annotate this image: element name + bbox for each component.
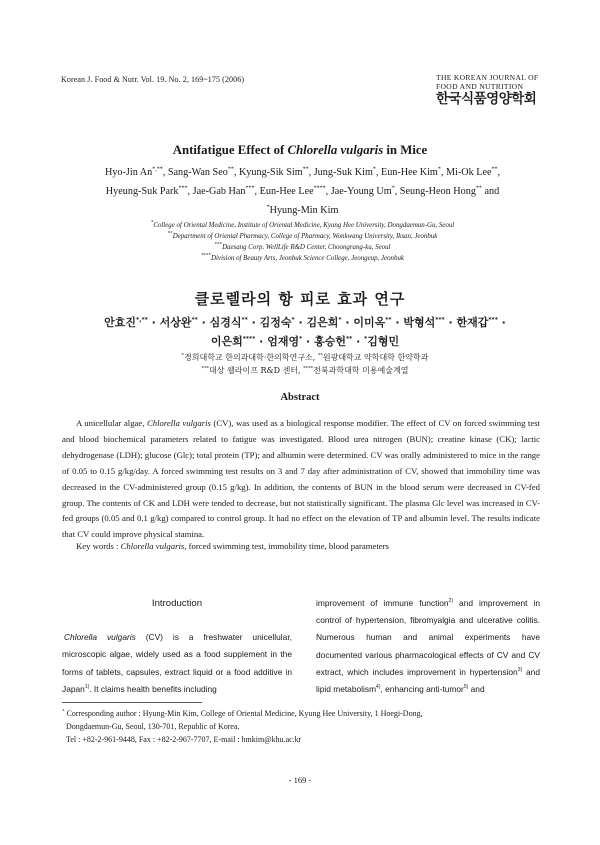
author-name: 김형민 bbox=[367, 335, 400, 348]
keywords-species: Chlorella vulgaris bbox=[120, 541, 185, 551]
author-sup: ** bbox=[385, 316, 392, 324]
citation-ref: 2) bbox=[448, 598, 454, 605]
author-sup: *** bbox=[245, 185, 255, 192]
affiliation-line bbox=[40, 242, 565, 253]
author-name: Jae-Gab Han bbox=[192, 186, 246, 197]
corresponding-author-footnote bbox=[62, 707, 552, 746]
author-sup: ** bbox=[302, 166, 309, 173]
journal-name-line2: FOOD AND NUTRITION bbox=[436, 82, 524, 91]
author-sup: *,** bbox=[136, 316, 148, 324]
footnote-line-1 bbox=[62, 707, 552, 720]
journal-masthead bbox=[436, 73, 544, 108]
intro-text: and improvement in control of hypertension, fibromyalgia and ulcerative colitis. Numerous human and animal experiments have documented various pharmacological effects of CV and CV extract, which includes improvement in hypertension bbox=[316, 598, 540, 677]
author-sup: * bbox=[372, 166, 376, 173]
affil-sup: * bbox=[181, 352, 185, 359]
author-name: Mi-Ok Lee bbox=[445, 167, 492, 178]
author-name: Sang-Wan Seo bbox=[167, 167, 228, 178]
affiliation-text: Daesang Corp. WellLife R&D Center, Choongrang-ku, Seoul bbox=[222, 244, 391, 251]
author-line-1: Hyo-Jin An*,**, Sang-Wan Seo**, Kyung-Sik Sim**, Jung-Suk Kim*, Eun-Hee Kim*, Mi-Ok Lee**, bbox=[104, 166, 501, 178]
affil-sup: **** bbox=[303, 365, 314, 372]
affil-text: 원광대학교 약학대학 한약학과 bbox=[322, 353, 429, 362]
korean-author-line-1: 안효진*,** · 서상완** · 심경식** · 김정숙* · 김은희* · 이미옥** · 박형석*** · 한재갑*** · bbox=[104, 316, 506, 329]
author-sup: * bbox=[437, 166, 441, 173]
intro-text: and lipid metabolism bbox=[316, 666, 540, 695]
affiliation-line bbox=[40, 220, 565, 231]
citation-ref: 4) bbox=[376, 684, 381, 691]
korean-author-line-2: 이은희**** · 엄재영* · 홍승헌** · *김형민 bbox=[210, 335, 400, 348]
intro-text: and bbox=[468, 684, 485, 695]
author-name: 한재갑 bbox=[456, 316, 489, 329]
footnote-line-2: Dongdaemun-Gu, Seoul, 130-701, Republic of Korea. bbox=[66, 722, 240, 731]
author-list bbox=[40, 163, 565, 220]
author-sup: *** bbox=[488, 316, 498, 324]
affiliation-line bbox=[40, 253, 565, 264]
citation-ref: 5) bbox=[463, 684, 469, 691]
affiliation-list bbox=[40, 220, 565, 264]
author-name: Jae-Young Um bbox=[330, 186, 392, 197]
affiliation-text: Division of Beauty Arts, Jeonbuk Science College, Jeongeup, Jeonbuk bbox=[211, 255, 404, 262]
author-name: 서상완 bbox=[159, 316, 192, 329]
journal-name-line1: THE KOREAN JOURNAL OF bbox=[436, 73, 539, 82]
affil-text: 전북과학대학 미용예술계열 bbox=[313, 366, 409, 375]
affil-text: 경희대학교 한의과대학·한의학연구소, bbox=[184, 353, 318, 362]
intro-text: . It claims health benefits including bbox=[89, 683, 217, 694]
keywords-label: Key words : bbox=[76, 541, 121, 551]
author-sup: * bbox=[338, 316, 342, 324]
introduction-heading: Introduction bbox=[151, 598, 203, 609]
author-name: 심경식 bbox=[209, 316, 242, 329]
title-prefix: Antifatigue Effect of bbox=[172, 143, 288, 157]
korean-affiliations bbox=[60, 351, 550, 377]
author-line-2: Hyeung-Suk Park***, Jae-Gab Han***, Eun-Hee Lee****, Jae-Young Um*, Seung-Heon Hong** and bbox=[105, 185, 500, 197]
page-number: - 169 - bbox=[288, 775, 312, 785]
author-conjunction: and bbox=[484, 186, 500, 197]
author-sup: ** bbox=[241, 316, 248, 324]
author-name: Jung-Suk Kim bbox=[313, 167, 373, 178]
author-sup: * bbox=[266, 204, 270, 211]
author-sup: * bbox=[364, 335, 368, 343]
intro-text: (CV) is a freshwater unicellular, microscopic algae, widely used as a food supplement in the forms of tablets, capsules, extract liquid or a food additive in Japan bbox=[62, 632, 292, 694]
abstract-text: (CV), was used as a biological response modifier. The effect of CV on forced swimming test and blood biochemical parameters related to fatigue was investigated. Blood urea nitrogen (BUN); creatine kinase (CK); lactic dehydrogenase (LDH); glucose (Glc); total protein (TP); and albumin were determined. CV was orally administered to mice in the range of 0.05 to 0.15 g/kg/day. A forced swimming test results on 3 and 7 day after administration of CV, showed that immobility time was decreased in the CV-administered group (0.15 g/kg). In addition, the contents of BUN in the blood serum were decreased in CV-fed group. The contents of CK and LDH were tended to decrease, but not statistically significant. The plasma Glc level was increased in CV-fed groups (0.05 and 0.1 g/kg) compared to control group. It had no effect on the elevation of TP and albumin level. The results indicate that CV could improve physical stamina. bbox=[62, 418, 540, 540]
korean-affiliation-line-2 bbox=[60, 364, 550, 377]
abstract-body bbox=[62, 416, 540, 543]
author-name: 엄재영 bbox=[267, 335, 300, 348]
intro-text: , enhancing anti-tumor bbox=[380, 684, 464, 695]
author-name: 김은희 bbox=[306, 316, 339, 329]
title-suffix: in Mice bbox=[383, 143, 428, 157]
author-sup: *** bbox=[178, 185, 188, 192]
korean-affiliation-line-1 bbox=[60, 351, 550, 364]
author-name: Kyung-Sik Sim bbox=[238, 167, 303, 178]
affiliation-sup: **** bbox=[201, 253, 212, 259]
affiliation-sup: *** bbox=[214, 242, 223, 248]
author-name: 홍승헌 bbox=[314, 335, 346, 348]
author-sup: ** bbox=[491, 166, 498, 173]
affiliation-sup: * bbox=[150, 220, 154, 226]
author-name: Seung-Heon Hong bbox=[399, 186, 476, 197]
author-sup: *,** bbox=[152, 166, 163, 173]
korean-author-list bbox=[60, 313, 550, 351]
author-sup: * bbox=[391, 185, 395, 192]
intro-species: Chlorella vulgaris bbox=[64, 632, 136, 643]
paper-title bbox=[0, 143, 600, 158]
author-sup: **** bbox=[242, 335, 256, 343]
author-name: 안효진 bbox=[104, 316, 137, 329]
author-name: 이미옥 bbox=[353, 316, 386, 329]
footnote-sup: * bbox=[62, 709, 65, 715]
left-column bbox=[62, 595, 292, 698]
footnote-line-3: Tel : +82-2-961-9448, Fax : +82-2-967-7707, E-mail : hmkim@khu.ac.kr bbox=[66, 735, 302, 744]
journal-citation: Korean J. Food & Nutr. Vol. 19. No. 2, 169~175 (2006) bbox=[61, 75, 245, 84]
author-name: 이은희 bbox=[210, 335, 243, 348]
author-sup: *** bbox=[435, 316, 445, 324]
author-line-3 bbox=[40, 201, 565, 220]
author-sup: **** bbox=[313, 185, 326, 192]
affiliation-text: Department of Oriental Pharmacy, College of Pharmacy, Wonkwang University, Iksan, Jeonbuk bbox=[172, 233, 438, 240]
keywords bbox=[76, 541, 540, 551]
citation-ref: 1) bbox=[84, 684, 90, 691]
intro-text: improvement of immune function bbox=[316, 598, 449, 608]
author-sup: ** bbox=[475, 185, 482, 192]
journal-name-korean: 한국식품영양학회 bbox=[436, 91, 537, 107]
abstract-text: A unicellular algae, bbox=[76, 418, 147, 428]
keywords-rest: , forced swimming test, immobility time, blood parameters bbox=[184, 541, 389, 551]
korean-title: 클로렐라의 항 피로 효과 연구 bbox=[194, 290, 406, 308]
affil-sup: *** bbox=[201, 365, 210, 372]
abstract-heading: Abstract bbox=[280, 392, 320, 403]
footnote-text: Corresponding author : Hyung-Min Kim, College of Oriental Medicine, Kyung Hee University, 1 Hoegi-Dong, bbox=[66, 709, 423, 718]
abstract-species: Chlorella vulgaris bbox=[146, 418, 211, 428]
author-name: 김정숙 bbox=[259, 316, 292, 329]
affiliation-sup: ** bbox=[167, 231, 173, 237]
author-sup: ** bbox=[227, 166, 234, 173]
author-name: Eun-Hee Kim bbox=[380, 167, 438, 178]
author-sup: * bbox=[291, 316, 295, 324]
affil-text: 대상 웰라이프 R&D 센터, bbox=[209, 366, 304, 375]
author-name: Hyeung-Suk Park bbox=[105, 186, 179, 197]
affiliation-line bbox=[40, 231, 565, 242]
intro-paragraph-right bbox=[316, 595, 540, 698]
author-name: Eun-Hee Lee bbox=[259, 186, 314, 197]
title-species: Chlorella vulgaris bbox=[287, 143, 384, 157]
citation-ref: 3) bbox=[517, 667, 523, 674]
author-name: Hyung-Min Kim bbox=[269, 205, 339, 216]
footnote-divider bbox=[62, 702, 202, 703]
affil-sup: ** bbox=[317, 352, 323, 359]
author-name: 박형석 bbox=[403, 316, 436, 329]
affiliation-text: College of Oriental Medicine, Institute of Oriental Medicine, Kyung Hee University, Dongdaemun-Gu, Seoul bbox=[153, 222, 455, 229]
author-sup: ** bbox=[345, 335, 353, 343]
author-sup: ** bbox=[191, 316, 198, 324]
author-sup: * bbox=[299, 335, 303, 343]
right-column bbox=[316, 595, 540, 698]
intro-paragraph-left bbox=[62, 629, 292, 698]
author-name: Hyo-Jin An bbox=[104, 167, 153, 178]
